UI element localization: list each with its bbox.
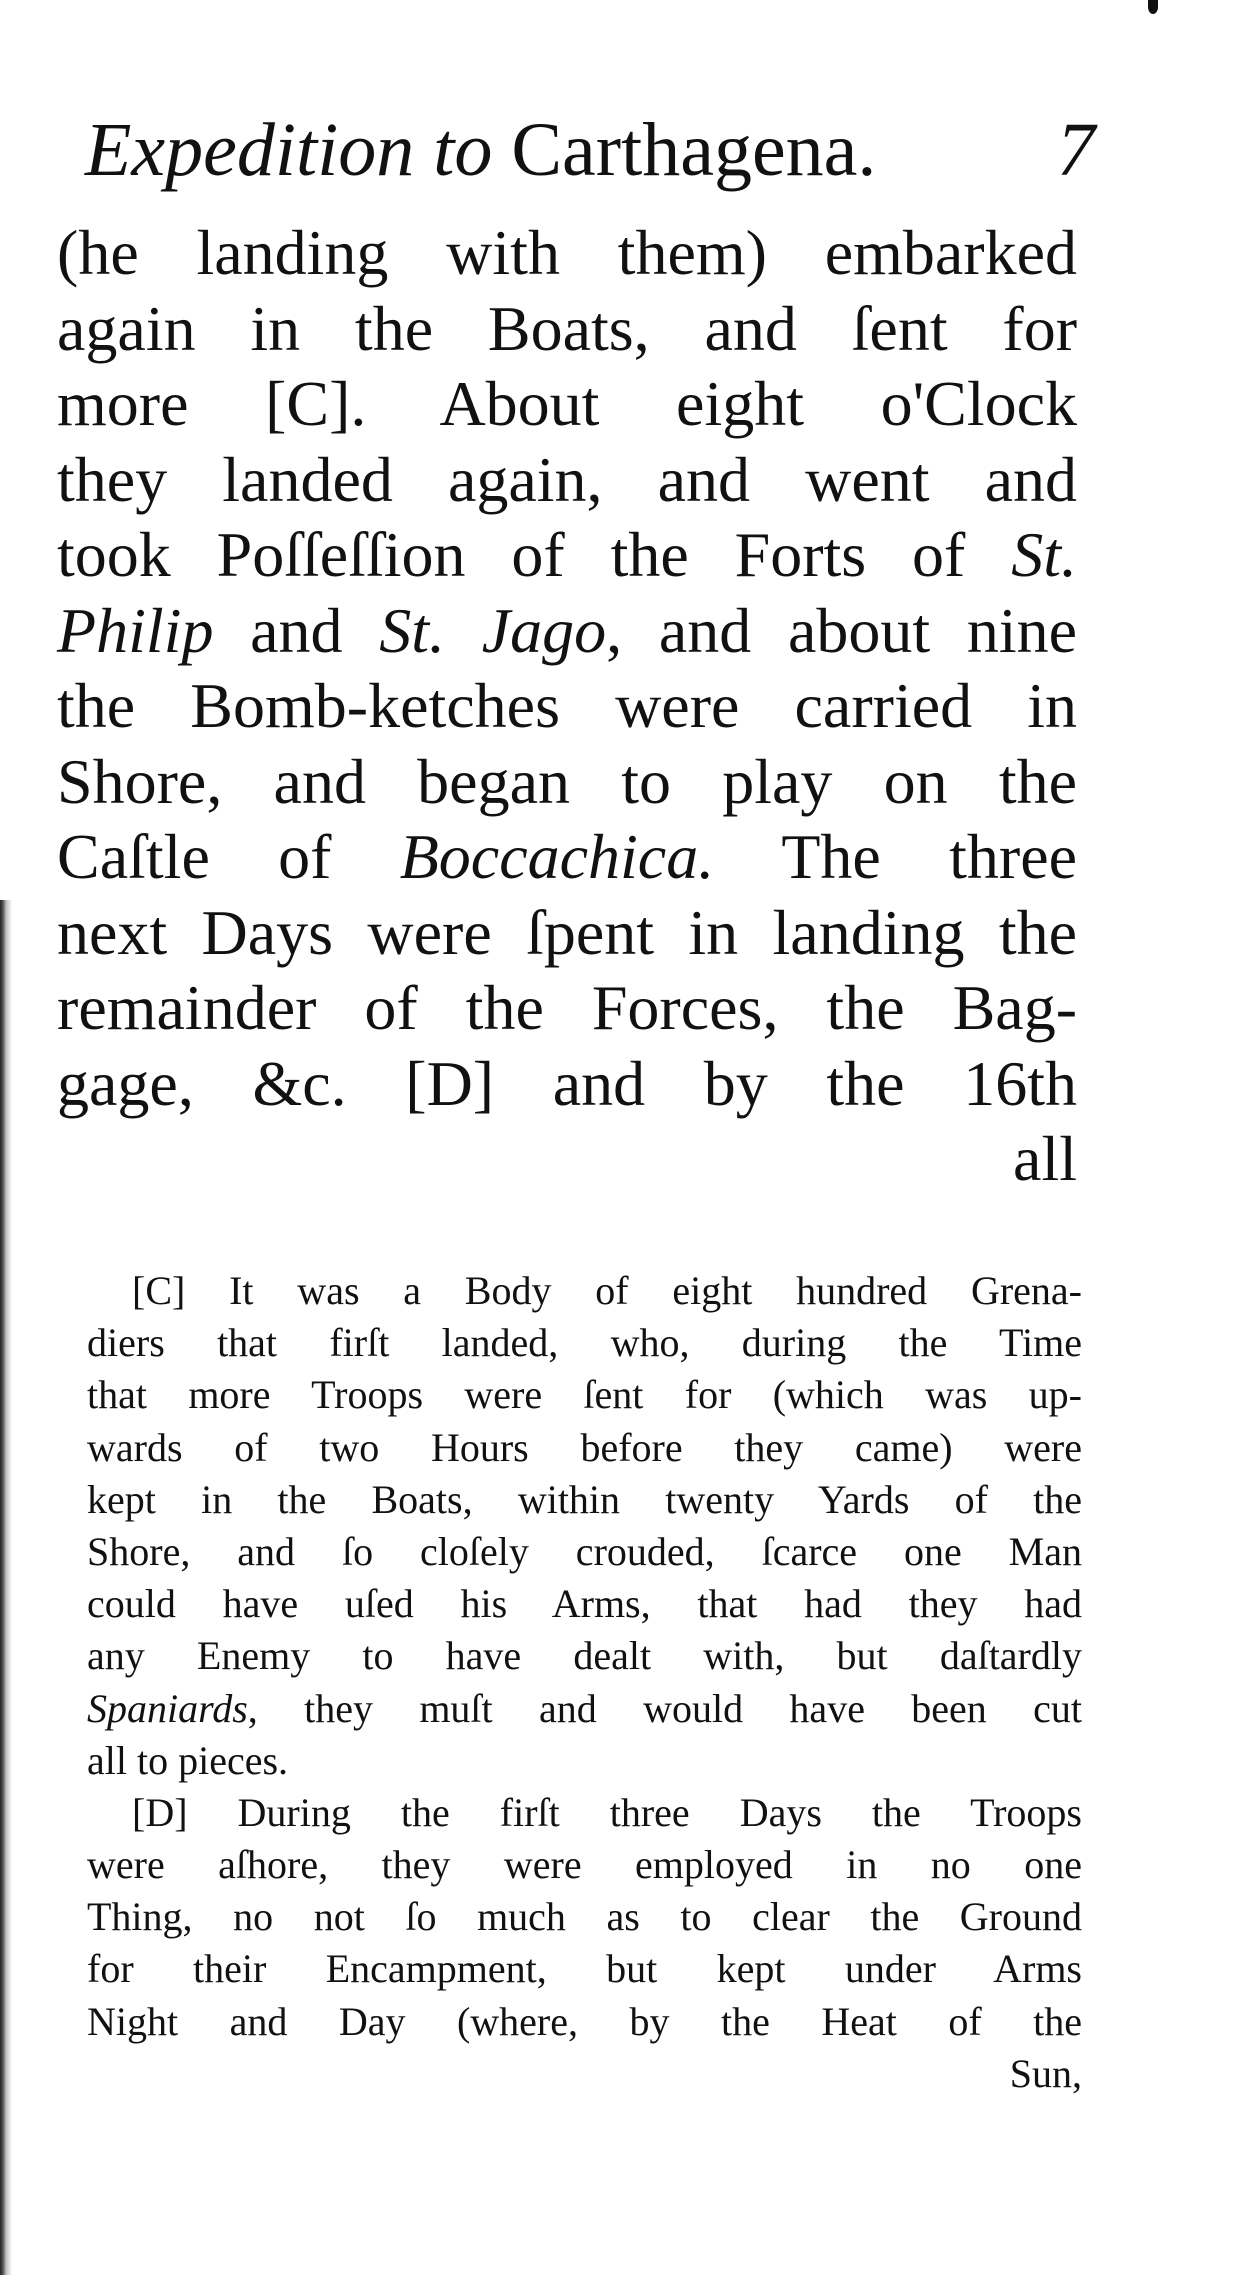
main-text-line: [57, 215, 1077, 291]
footnotes-block: [87, 1265, 1082, 2100]
text-run: next Days were ſpent in landing the: [57, 896, 1077, 968]
footnote-catchword: Sun,: [1009, 2050, 1082, 2096]
text-run: all to pieces.: [87, 1737, 289, 1783]
footnote-line: [87, 1578, 1082, 1630]
footnote-line: [87, 1630, 1082, 1682]
footnote-line: [87, 1422, 1082, 1474]
main-catchword: all: [1013, 1123, 1077, 1194]
main-text-line: [57, 1046, 1077, 1122]
text-run: diers that firſt landed, who, during the Time: [87, 1320, 1082, 1366]
text-run: the Bomb-ketches were carried in: [57, 670, 1077, 741]
text-run: more [C]. About eight o'Clock: [57, 368, 1077, 439]
italic-run: St. Jago: [379, 594, 607, 666]
scan-ink-mark: [1148, 0, 1158, 14]
main-text-block: [57, 215, 1077, 1197]
header-title-italic: Expedition to: [85, 108, 493, 192]
italic-run: Philip: [57, 594, 214, 666]
main-text-line: [57, 291, 1077, 367]
footnote-line: [87, 1891, 1082, 1943]
footnote-line: [87, 1369, 1082, 1421]
italic-run: Boccachica.: [399, 821, 715, 892]
text-run: took Poſſeſſion of the Forts of: [57, 519, 1012, 590]
italic-run: St.: [1011, 519, 1077, 590]
main-text-line: [57, 744, 1077, 820]
text-run: Shore, and ſo cloſely crouded, ſcarce one Man: [87, 1528, 1082, 1574]
footnote-line: [87, 1839, 1082, 1891]
text-run: [D] During the firſt three Days the Troops: [132, 1789, 1082, 1835]
text-run: Night and Day (where, by the Heat of the: [87, 1998, 1082, 2044]
main-text-line: [57, 593, 1077, 669]
main-text-line: [57, 668, 1077, 744]
header-title-roman: Carthagena.: [511, 108, 877, 192]
text-run: (he landing with them) embarked: [57, 217, 1077, 288]
text-run: were aſhore, they were employed in no one: [87, 1842, 1082, 1888]
main-text-line: [57, 517, 1077, 593]
footnote-line: [87, 1996, 1082, 2048]
text-run: that more Troops were ſent for (which was up-: [87, 1372, 1082, 1418]
main-text-line: [57, 366, 1077, 442]
text-run: wards of two Hours before they came) were: [87, 1424, 1082, 1470]
footnote-line: [87, 1474, 1082, 1526]
text-run: , and about nine: [606, 594, 1078, 666]
text-run: [C] It was a Body of eight hundred Grena-: [132, 1268, 1082, 1313]
main-text-lines: [57, 215, 1077, 1121]
footnote-c: [87, 1265, 1082, 1787]
text-run: they landed again, and went and: [57, 443, 1077, 515]
text-run: The three: [714, 821, 1077, 892]
binding-edge: [0, 900, 12, 2275]
footnote-line: [87, 1683, 1082, 1735]
text-run: kept in the Boats, within twenty Yards of the: [87, 1476, 1082, 1522]
main-text-line: [57, 970, 1077, 1046]
running-header: [85, 105, 1095, 195]
footnote-d: [87, 1787, 1082, 2048]
text-run: Shore, and began to play on the: [57, 745, 1077, 817]
footnote-line: [87, 1787, 1082, 1839]
footnote-line: [87, 1526, 1082, 1578]
main-text-line: [57, 442, 1077, 518]
main-text-line: [57, 895, 1077, 971]
text-run: Thing, no not ſo much as to clear the Ground: [87, 1894, 1082, 1940]
text-run: Caſtle of: [57, 821, 400, 892]
text-run: any Enemy to have dealt with, but daſtardly: [87, 1633, 1082, 1679]
text-run: for their Encampment, but kept under Arms: [87, 1946, 1082, 1992]
main-text-line: [57, 819, 1077, 895]
footnote-line: [87, 1317, 1082, 1369]
italic-run: Spaniards: [87, 1685, 248, 1731]
footnote-line: [87, 1735, 1082, 1787]
footnote-line: [87, 1943, 1082, 1995]
text-run: remainder of the Forces, the Bag-: [57, 972, 1077, 1043]
text-run: , they muſt and would have been cut: [247, 1685, 1082, 1731]
text-run: could have uſed his Arms, that had they had: [87, 1581, 1082, 1627]
page-number: 7: [1057, 108, 1095, 192]
text-run: gage, &c. [D] and by the 16th: [57, 1047, 1077, 1119]
text-run: again in the Boats, and ſent for: [57, 292, 1077, 364]
footnote-line: [87, 1265, 1082, 1317]
text-run: and: [213, 594, 380, 666]
